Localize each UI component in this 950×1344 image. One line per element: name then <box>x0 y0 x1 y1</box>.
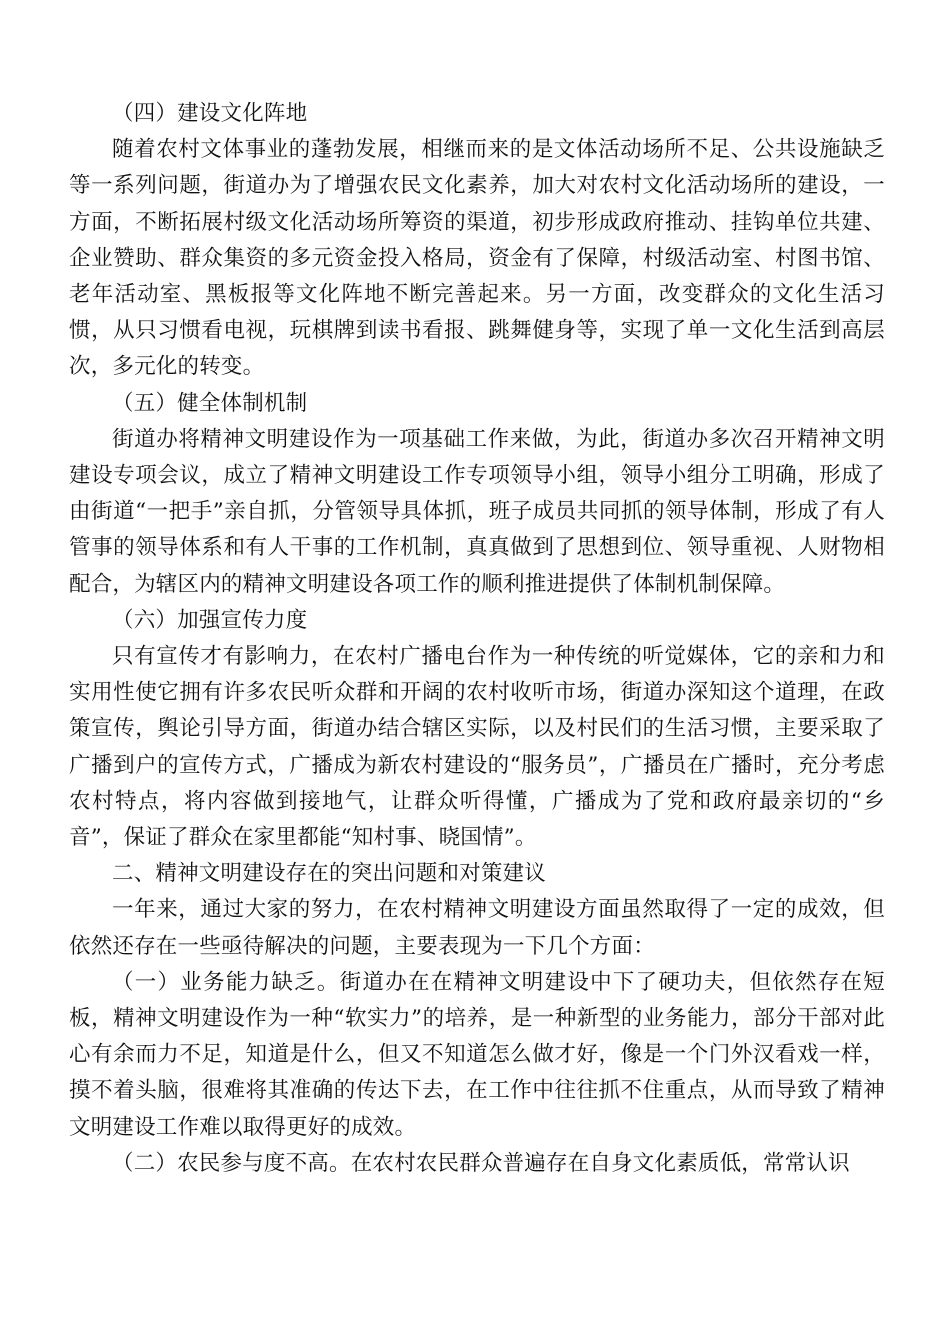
document-body <box>69 96 885 1182</box>
paragraph-culture-venues: 随着农村文体事业的蓬勃发展，相继而来的是文体活动场所不足、公共设施缺乏等一系列问题，街道办为了增强农民文化素养，加大对农村文化活动场所的建设，一方面，不断拓展村级文化活动场所筹资的渠道，初步形成政府推动、挂钩单位共建、企业赞助、群众集资的多元资金投入格局，资金有了保障，村级活动室、村图书馆、老年活动室、黑板报等文化阵地不断完善起来。另一方面，改变群众的文化生活习惯，从只习惯看电视，玩棋牌到读书看报、跳舞健身等，实现了单一文化生活到高层次，多元化的转变。 <box>69 137 885 380</box>
paragraph-institutional-mechanism: 街道办将精神文明建设作为一项基础工作来做，为此，街道办多次召开精神文明建设专项会议，成立了精神文明建设工作专项领导小组，领导小组分工明确，形成了由街道“一把手”亲自抓，分管领导具体抓，班子成员共同抓的领导体制，形成了有人管事的领导体系和有人干事的工作机制，真真做到了思想到位、领导重视、人财物相配合，为辖区内的精神文明建设各项工作的顺利推进提供了体制机制保障。 <box>69 426 885 597</box>
section-heading-6: （六）加强宣传力度 <box>112 607 308 633</box>
section-heading-5: （五）健全体制机制 <box>112 390 308 416</box>
paragraph-problem-2: （二）农民参与度不高。在农村农民群众普遍存在自身文化素质低，常常认识 <box>112 1150 850 1176</box>
paragraph-problem-1: （一）业务能力缺乏。街道办在在精神文明建设中下了硬功夫，但依然存在短板，精神文明建设作为一种“软实力”的培养，是一种新型的业务能力，部分干部对此心有余而力不足，知道是什么，但又不知道怎么做才好，像是一个门外汉看戏一样，摸不着头脑，很难将其准确的传达下去，在工作中往往抓不住重点，从而导致了精神文明建设工作难以取得更好的成效。 <box>69 969 885 1140</box>
section-heading-4: （四）建设文化阵地 <box>112 101 308 126</box>
paragraph-problems-intro: 一年来，通过大家的努力，在农村精神文明建设方面虽然取得了一定的成效，但依然还存在一些亟待解决的问题，主要表现为一下几个方面： <box>69 897 885 959</box>
chapter-heading-2: 二、精神文明建设存在的突出问题和对策建议 <box>112 861 547 887</box>
paragraph-publicity: 只有宣传才有影响力，在农村广播电台作为一种传统的听觉媒体，它的亲和力和实用性使它拥有许多农民听众群和开阔的农村收听市场，街道办深知这个道理，在政策宣传，舆论引导方面，街道办结合辖区实际，以及村民们的生活习惯，主要采取了广播到户的宣传方式，广播成为新农村建设的“服务员”，广播员在广播时，充分考虑农村特点，将内容做到接地气，让群众听得懂，广播成为了党和政府最亲切的“乡音”，保证了群众在家里都能“知村事、晓国情”。 <box>69 644 885 851</box>
